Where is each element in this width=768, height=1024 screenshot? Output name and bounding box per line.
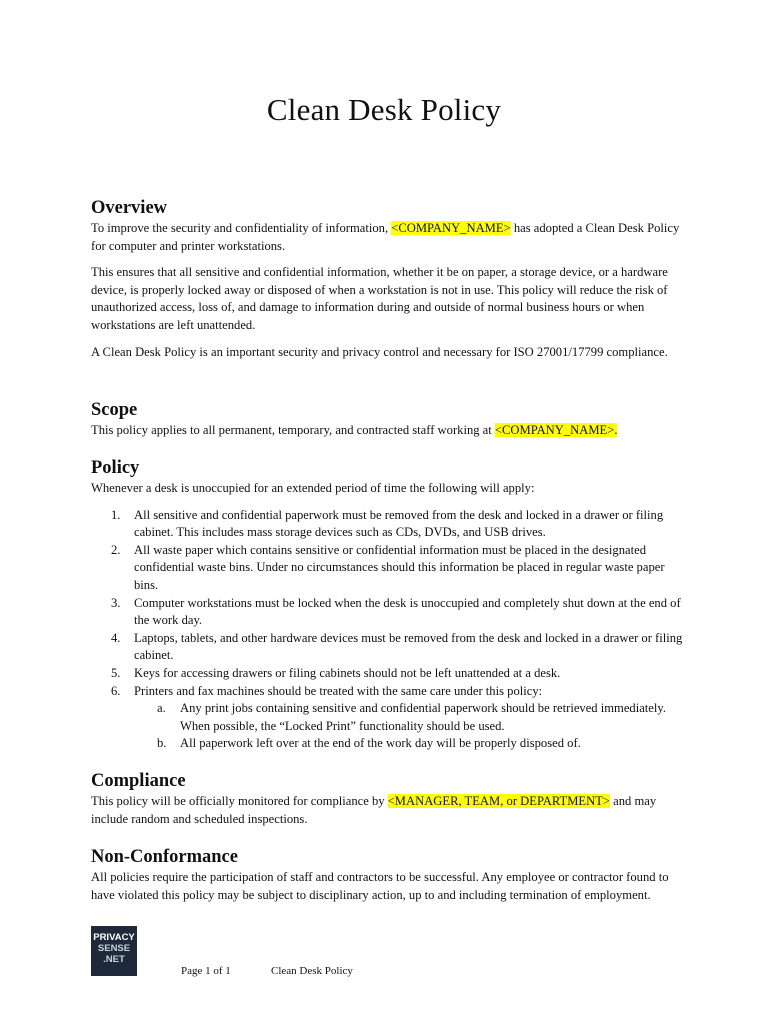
company-name-placeholder: <COMPANY_NAME> xyxy=(391,221,511,235)
item-number: 3. xyxy=(111,595,121,610)
policy-list xyxy=(91,507,685,753)
logo-line-3: .NET xyxy=(103,954,125,965)
item-number: 5. xyxy=(111,665,121,680)
scope-text: This policy applies to all permanent, temporary, and contracted staff working at xyxy=(91,423,495,437)
compliance-paragraph xyxy=(91,793,685,828)
scope-paragraph xyxy=(91,422,685,440)
overview-section xyxy=(91,197,685,361)
overview-p1-text-end: has adopted a Clean Desk Policy for computer and printer workstations. xyxy=(91,221,680,253)
policy-subitem xyxy=(91,735,685,753)
nonconformance-heading: Non-Conformance xyxy=(91,847,238,867)
policy-intro: Whenever a desk is unoccupied for an extended period of time the following will apply: xyxy=(91,481,535,495)
nonconformance-paragraph: All policies require the participation of staff and contractors to be successful. Any employee or contractor found to have violated this policy may be subject to disciplinary action, up to and including termination of employment. xyxy=(91,870,669,902)
policy-item xyxy=(91,595,685,630)
policy-subitem xyxy=(91,700,685,735)
scope-section xyxy=(91,399,685,440)
policy-item xyxy=(91,542,685,595)
overview-paragraph-3: A Clean Desk Policy is an important security and privacy control and necessary for ISO 27001/17799 compliance. xyxy=(91,344,668,359)
privacysense-logo xyxy=(91,926,137,976)
policy-item xyxy=(91,507,685,542)
item-text: All sensitive and confidential paperwork must be removed from the desk and locked in a drawer or filing cabinet. This includes mass storage devices such as CDs, DVDs, and USB drives. xyxy=(134,507,664,540)
compliance-text-end: and may include random and scheduled inspections. xyxy=(91,794,657,826)
subitem-letter: a. xyxy=(157,701,166,716)
policy-section xyxy=(91,457,685,753)
logo-line-1: PRIVACY xyxy=(93,932,135,943)
item-number: 2. xyxy=(111,542,121,557)
overview-p1-text: To improve the security and confidentiality of information, xyxy=(91,221,392,235)
policy-item xyxy=(91,665,685,683)
item-number: 6. xyxy=(111,683,121,698)
scope-heading: Scope xyxy=(91,400,138,420)
item-text: Computer workstations must be locked when the desk is unoccupied and completely shut down at the end of the work day. xyxy=(134,595,681,628)
subitem-text: All paperwork left over at the end of the work day will be properly disposed of. xyxy=(180,736,581,751)
item-text: Printers and fax machines should be treated with the same care under this policy: xyxy=(134,683,543,698)
overview-heading: Overview xyxy=(91,198,168,218)
policy-item xyxy=(91,683,685,753)
compliance-heading: Compliance xyxy=(91,771,186,791)
document-title: Clean Desk Policy xyxy=(266,92,502,127)
item-text: Keys for accessing drawers or filing cabinets should not be left unattended at a desk. xyxy=(134,665,561,680)
policy-heading: Policy xyxy=(91,458,140,478)
logo-line-2: SENSE xyxy=(97,943,131,954)
page-number: Page 1 of 1 xyxy=(181,965,231,977)
footer-doc-title: Clean Desk Policy xyxy=(271,965,353,977)
item-number: 4. xyxy=(111,630,121,645)
policy-item xyxy=(91,630,685,665)
item-number: 1. xyxy=(111,507,121,522)
subitem-letter: b. xyxy=(157,736,167,751)
company-name-placeholder: <COMPANY_NAME>. xyxy=(494,423,618,437)
overview-paragraph-1 xyxy=(91,220,685,255)
nonconformance-section xyxy=(91,846,685,904)
item-text: Laptops, tablets, and other hardware devices must be removed from the desk and locked in a drawer or filing cabinet. xyxy=(134,630,683,663)
page-footer xyxy=(91,926,685,978)
overview-paragraph-2: This ensures that all sensitive and confidential information, whether it be on paper, a storage device, or a hardware device, is properly locked away or disposed of when a workstation is not in use. This policy will reduce the risk of unauthorized access, loss of, and damage to information during and outside of normal business hours or when workstations are left unattended. xyxy=(91,265,668,332)
compliance-text: This policy will be officially monitored for compliance by xyxy=(91,794,388,808)
item-text: All waste paper which contains sensitive or confidential information must be placed in the designated confidential waste bins. Under no circumstances should this information be placed in regular waste paper bins. xyxy=(134,542,665,592)
manager-placeholder: <MANAGER, TEAM, or DEPARTMENT> xyxy=(387,794,611,808)
policy-sublist xyxy=(91,700,685,753)
subitem-text: Any print jobs containing sensitive and confidential paperwork should be retrieved immediately. When possible, the “Locked Print” functionality should be used. xyxy=(180,701,667,733)
compliance-section xyxy=(91,770,685,828)
